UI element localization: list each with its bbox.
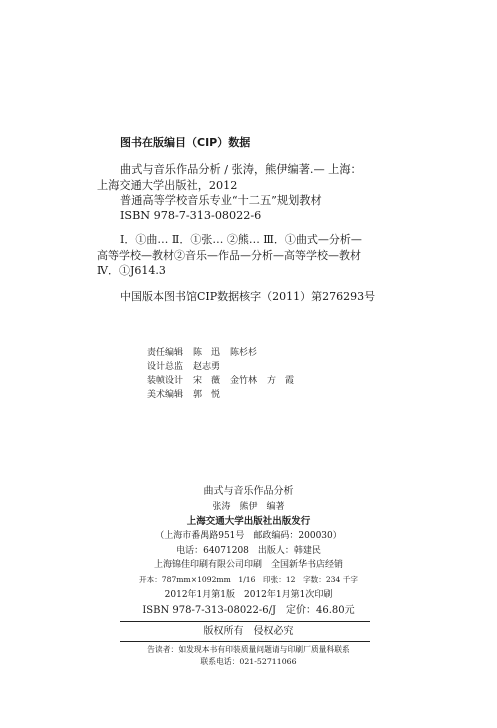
cip-classification: Ⅳ．①J614.3 <box>97 264 166 277</box>
credit-name: 郭 悦 <box>193 390 221 400</box>
cip-title: 图书在版编目（CIP）数据 <box>120 136 251 149</box>
cip-subject-line2: 高等学校—教材②音乐—作品—分析—高等学校—教材 <box>97 249 361 262</box>
credit-name: 陈杉杉 <box>230 348 258 358</box>
colophon-address: （上海市番禺路951号 邮政编码：200030） <box>155 531 342 541</box>
cip-entry-line3: 普通高等学校音乐专业“十二五”规划教材 <box>120 194 322 207</box>
colophon-publisher: 上海交通大学出版社出版发行 <box>186 516 311 527</box>
credit-role: 责任编辑 <box>147 348 184 358</box>
credit-name: 赵志勇 <box>193 362 221 372</box>
credit-role: 设计总监 <box>147 362 184 372</box>
credit-editor <box>147 349 257 358</box>
colophon-authors: 张涛 熊伊 编著 <box>212 502 285 512</box>
cip-entry-line2: 上海交通大学出版社，2012 <box>97 179 238 192</box>
credit-role: 美术编辑 <box>147 390 184 400</box>
copyright-notice: 版权所有 侵权必究 <box>203 626 294 637</box>
credit-role: 装帧设计 <box>147 376 184 386</box>
colophon-book-title: 曲式与音乐作品分析 <box>203 486 294 497</box>
credit-name: 陈 迅 <box>193 348 221 358</box>
credit-name: 宋 薇 <box>193 376 221 386</box>
colophon-specs: 开本：787mm×1092mm 1/16 印张：12 字数：234 千字 <box>139 575 358 584</box>
credit-name: 金竹林 <box>230 376 258 386</box>
divider-rule-top <box>120 621 370 622</box>
reader-notice: 告读者：如发现本书有印装质量问题请与印刷厂质量科联系 <box>147 645 350 654</box>
contact-phone: 联系电话：021-52711066 <box>200 657 297 666</box>
credit-name: 方 霞 <box>267 376 295 386</box>
cip-number: 中国版本图书馆CIP数据核字（2011）第276293号 <box>120 290 376 303</box>
colophon-phone-publisher: 电话：64071208 出版人：韩建民 <box>176 546 321 556</box>
colophon-edition: 2012年1月第1版 2012年1月第1次印刷 <box>164 590 333 600</box>
colophon-printer-distributor: 上海锦佳印刷有限公司印刷 全国新华书店经销 <box>153 560 343 570</box>
credit-art-editor <box>147 391 220 400</box>
cip-entry-line1: 曲式与音乐作品分析 / 张涛，熊伊编著.— 上海： <box>120 163 362 176</box>
credit-design-director <box>147 363 220 372</box>
cip-subject-line1: Ⅰ．①曲… Ⅱ．①张… ②熊… Ⅲ．①曲式—分析— <box>120 233 362 246</box>
divider-rule-bottom <box>120 641 370 642</box>
credit-binding-design <box>147 377 294 386</box>
colophon-isbn-price: ISBN 978-7-313-08022-6/J 定价：46.80元 <box>142 605 355 616</box>
cip-isbn: ISBN 978-7-313-08022-6 <box>120 209 262 222</box>
